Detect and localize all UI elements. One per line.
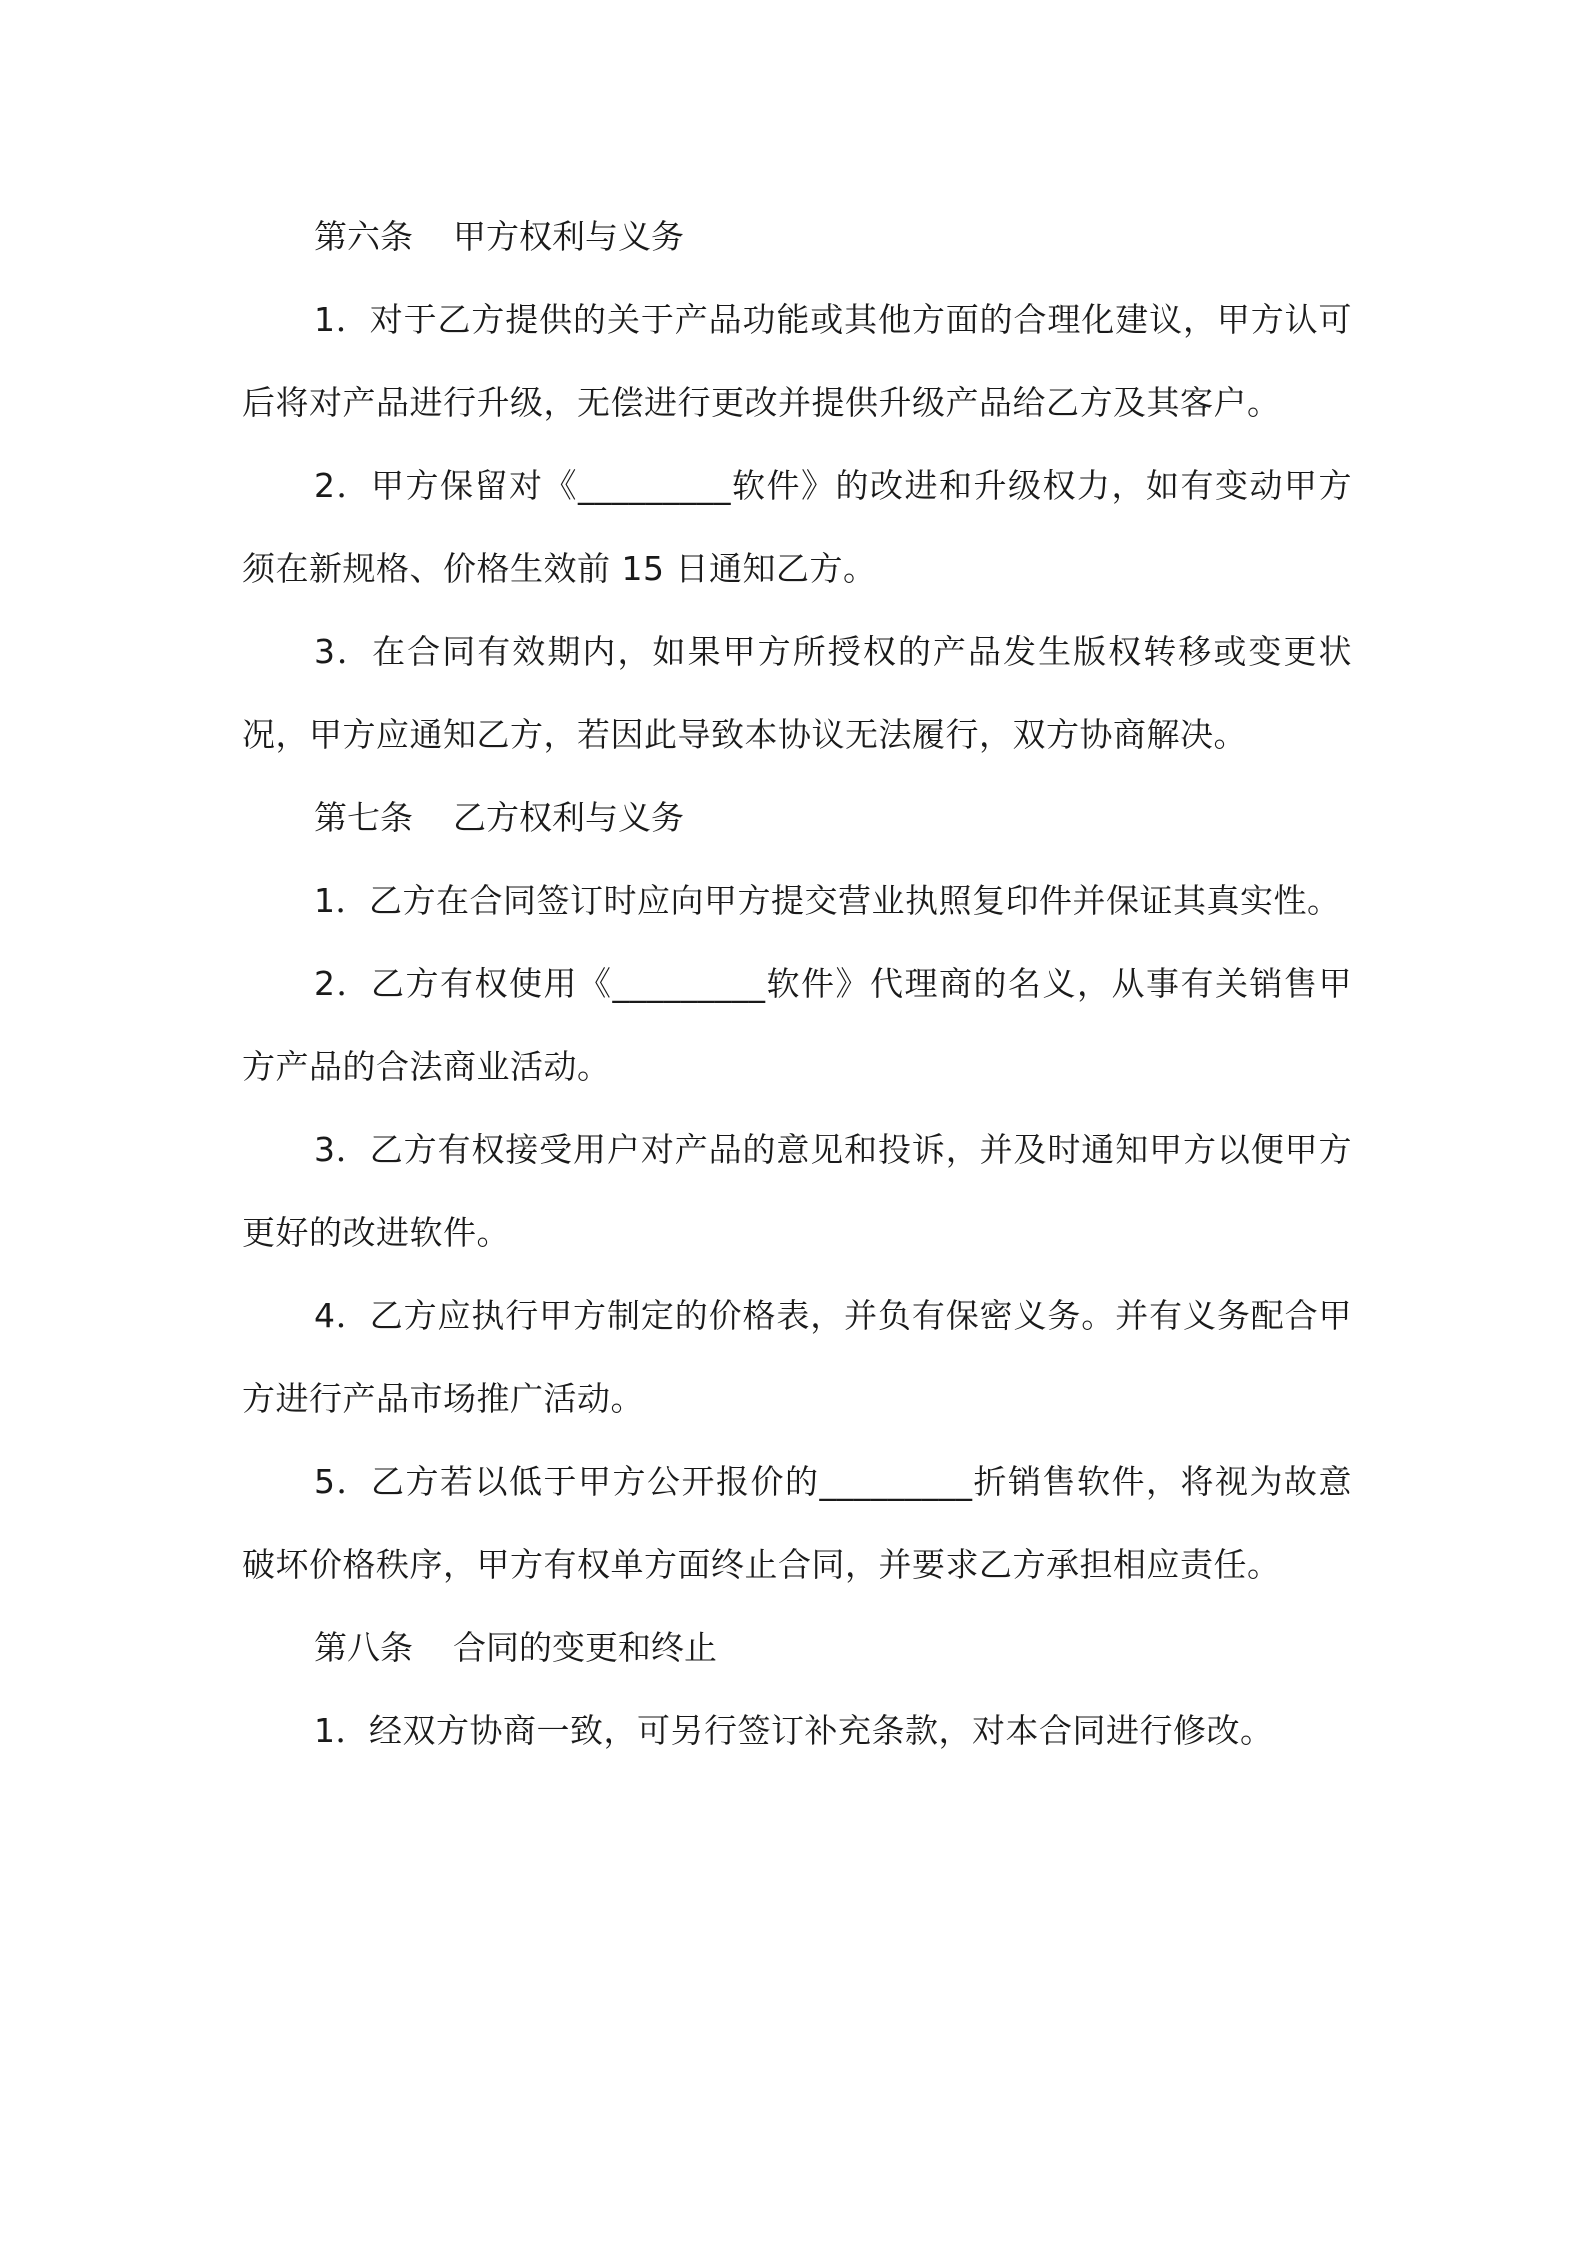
- clause-paragraph: 4．乙方应执行甲方制定的价格表，并负有保密义务。并有义务配合甲方进行产品市场推广活动。: [242, 1296, 1352, 1418]
- section-title: 乙方权利与义务: [453, 798, 684, 837]
- section-heading-6: [242, 195, 1352, 278]
- section-heading-7: [242, 776, 1352, 859]
- section-title: 合同的变更和终止: [453, 1628, 717, 1667]
- section-number: 第六条: [314, 217, 413, 256]
- clause-paragraph: 5．乙方若以低于甲方公开报价的_________折销售软件，将视为故意破坏价格秩序，甲方有权单方面终止合同，并要求乙方承担相应责任。: [242, 1462, 1352, 1584]
- clause-paragraph: 3．在合同有效期内，如果甲方所授权的产品发生版权转移或变更状况，甲方应通知乙方，若因此导致本协议无法履行，双方协商解决。: [242, 632, 1352, 754]
- section-title: 甲方权利与义务: [453, 217, 684, 256]
- clause-paragraph: 1．乙方在合同签订时应向甲方提交营业执照复印件并保证其真实性。: [314, 881, 1341, 920]
- section-number: 第七条: [314, 798, 413, 837]
- clause-paragraph: 3．乙方有权接受用户对产品的意见和投诉，并及时通知甲方以便甲方更好的改进软件。: [242, 1130, 1352, 1252]
- section-heading-8: [242, 1606, 1352, 1689]
- clause-paragraph: 2．乙方有权使用《_________软件》代理商的名义，从事有关销售甲方产品的合法商业活动。: [242, 964, 1352, 1086]
- document-body: [242, 195, 1352, 1772]
- clause-paragraph: 1．对于乙方提供的关于产品功能或其他方面的合理化建议，甲方认可后将对产品进行升级，无偿进行更改并提供升级产品给乙方及其客户。: [242, 300, 1352, 422]
- section-number: 第八条: [314, 1628, 413, 1667]
- clause-paragraph: 2．甲方保留对《_________软件》的改进和升级权力，如有变动甲方须在新规格、价格生效前 15 日通知乙方。: [242, 466, 1352, 588]
- clause-paragraph: 1．经双方协商一致，可另行签订补充条款，对本合同进行修改。: [314, 1711, 1274, 1750]
